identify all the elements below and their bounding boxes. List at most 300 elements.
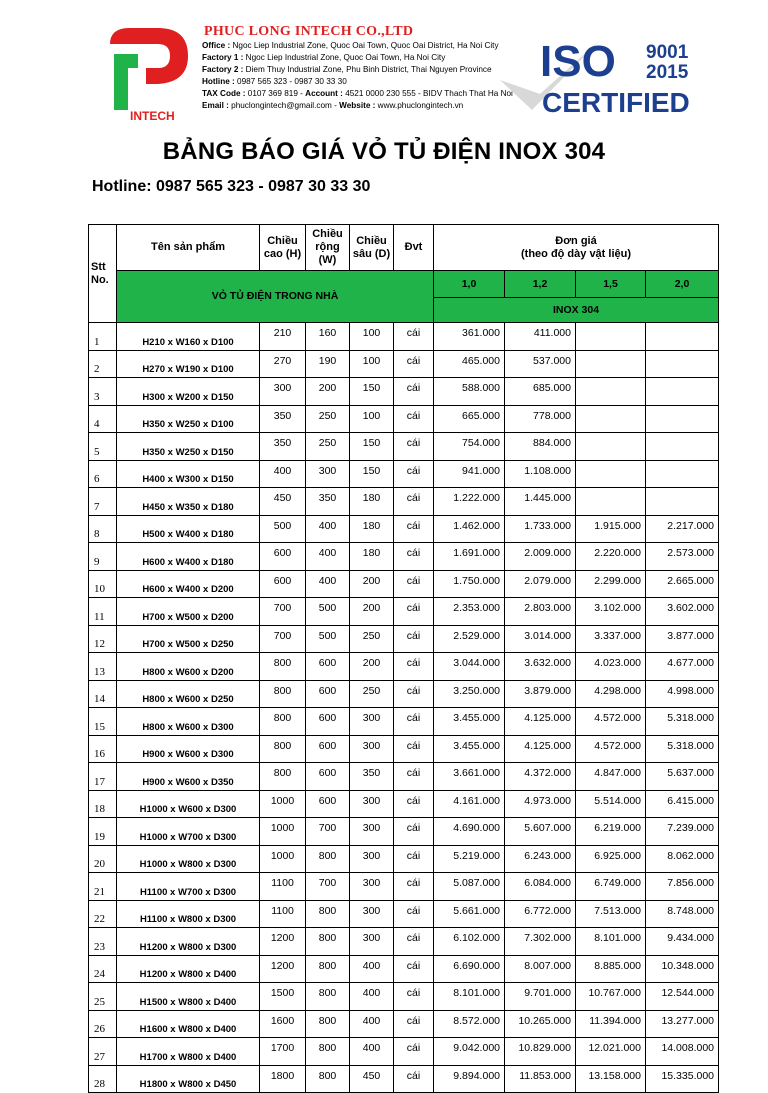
row-price-1-0: 2.529.000 [434, 625, 505, 653]
row-stt: 5 [89, 433, 117, 461]
table-row [89, 488, 719, 516]
row-height: 800 [260, 680, 306, 708]
row-unit: cái [394, 598, 434, 626]
row-stt: 3 [89, 378, 117, 406]
row-height: 1000 [260, 818, 306, 846]
row-unit: cái [394, 873, 434, 901]
row-price-1-0: 3.661.000 [434, 763, 505, 791]
row-price-1-2: 6.084.000 [505, 873, 576, 901]
row-price-2-0: 12.544.000 [646, 983, 719, 1011]
row-name: H1200 x W800 x D300 [117, 928, 260, 956]
row-price-1-5: 4.298.000 [576, 680, 646, 708]
row-unit: cái [394, 543, 434, 571]
row-height: 1000 [260, 790, 306, 818]
svg-text:9001: 9001 [646, 42, 689, 63]
table-row [89, 873, 719, 901]
row-price-1-2: 1.445.000 [505, 488, 576, 516]
row-price-1-2: 537.000 [505, 350, 576, 378]
row-name: H350 x W250 x D150 [117, 433, 260, 461]
row-name: H700 x W500 x D200 [117, 598, 260, 626]
company-logo [100, 24, 192, 124]
row-price-1-2: 3.632.000 [505, 653, 576, 681]
row-price-1-0: 1.462.000 [434, 515, 505, 543]
row-width: 600 [306, 708, 350, 736]
row-width: 700 [306, 818, 350, 846]
row-price-1-5: 4.023.000 [576, 653, 646, 681]
row-height: 210 [260, 323, 306, 351]
row-width: 500 [306, 598, 350, 626]
row-price-1-5 [576, 323, 646, 351]
row-unit: cái [394, 1010, 434, 1038]
row-name: H600 x W400 x D180 [117, 543, 260, 571]
row-name: H900 x W600 x D350 [117, 763, 260, 791]
row-height: 1800 [260, 1065, 306, 1093]
row-stt: 24 [89, 955, 117, 983]
row-unit: cái [394, 845, 434, 873]
row-price-1-5: 10.767.000 [576, 983, 646, 1011]
row-unit: cái [394, 983, 434, 1011]
row-height: 1200 [260, 928, 306, 956]
price-table [88, 224, 719, 1093]
row-unit: cái [394, 323, 434, 351]
header-width: Chiều rộng (W) [306, 225, 350, 271]
row-price-1-0: 4.161.000 [434, 790, 505, 818]
row-depth: 400 [350, 1038, 394, 1066]
row-height: 1000 [260, 845, 306, 873]
row-stt: 6 [89, 460, 117, 488]
p-logo-icon [100, 24, 192, 124]
row-unit: cái [394, 653, 434, 681]
table-row [89, 1065, 719, 1093]
row-width: 400 [306, 543, 350, 571]
row-price-1-0: 754.000 [434, 433, 505, 461]
table-row [89, 680, 719, 708]
row-price-1-2: 3.014.000 [505, 625, 576, 653]
row-width: 800 [306, 1038, 350, 1066]
row-price-2-0: 5.637.000 [646, 763, 719, 791]
row-height: 1100 [260, 900, 306, 928]
table-row [89, 433, 719, 461]
row-stt: 4 [89, 405, 117, 433]
row-stt: 15 [89, 708, 117, 736]
header-price: Đơn giá (theo độ dày vật liệu) [434, 225, 719, 271]
row-price-1-2: 10.829.000 [505, 1038, 576, 1066]
office-line: Office : Ngoc Liep Industrial Zone, Quoc Oai Town, Quoc Oai District, Ha Noi City [202, 41, 499, 50]
hotline-line: Hotline : 0987 565 323 - 0987 30 33 30 [202, 77, 347, 86]
row-price-1-2: 11.853.000 [505, 1065, 576, 1093]
page-title: BẢNG BÁO GIÁ VỎ TỦ ĐIỆN INOX 304 [162, 138, 606, 165]
row-depth: 150 [350, 433, 394, 461]
row-price-1-2: 7.302.000 [505, 928, 576, 956]
row-price-1-5 [576, 488, 646, 516]
row-price-1-2: 8.007.000 [505, 955, 576, 983]
row-depth: 400 [350, 983, 394, 1011]
row-price-2-0 [646, 460, 719, 488]
row-unit: cái [394, 625, 434, 653]
row-unit: cái [394, 515, 434, 543]
row-width: 600 [306, 680, 350, 708]
table-row [89, 460, 719, 488]
row-width: 800 [306, 845, 350, 873]
table-row [89, 955, 719, 983]
row-height: 500 [260, 515, 306, 543]
row-price-2-0 [646, 405, 719, 433]
table-row [89, 818, 719, 846]
row-name: H1800 x W800 x D450 [117, 1065, 260, 1093]
row-price-1-2: 411.000 [505, 323, 576, 351]
row-depth: 350 [350, 763, 394, 791]
row-price-1-2: 6.772.000 [505, 900, 576, 928]
table-row [89, 653, 719, 681]
row-price-1-2: 778.000 [505, 405, 576, 433]
row-price-2-0: 5.318.000 [646, 735, 719, 763]
row-width: 800 [306, 1010, 350, 1038]
row-width: 600 [306, 790, 350, 818]
row-depth: 300 [350, 873, 394, 901]
row-width: 400 [306, 515, 350, 543]
row-price-1-0: 6.690.000 [434, 955, 505, 983]
row-stt: 8 [89, 515, 117, 543]
row-depth: 100 [350, 350, 394, 378]
row-name: H300 x W200 x D150 [117, 378, 260, 406]
row-price-1-0: 5.087.000 [434, 873, 505, 901]
row-height: 1200 [260, 955, 306, 983]
row-unit: cái [394, 433, 434, 461]
row-price-2-0: 2.217.000 [646, 515, 719, 543]
row-price-2-0: 6.415.000 [646, 790, 719, 818]
row-width: 800 [306, 983, 350, 1011]
row-unit: cái [394, 405, 434, 433]
hotline: Hotline: 0987 565 323 - 0987 30 33 30 [92, 178, 371, 195]
row-price-1-0: 4.690.000 [434, 818, 505, 846]
row-height: 800 [260, 653, 306, 681]
row-price-1-5: 8.101.000 [576, 928, 646, 956]
row-price-1-0: 5.661.000 [434, 900, 505, 928]
row-stt: 12 [89, 625, 117, 653]
row-stt: 22 [89, 900, 117, 928]
row-price-1-2: 5.607.000 [505, 818, 576, 846]
row-stt: 18 [89, 790, 117, 818]
table-row [89, 515, 719, 543]
factory2-line: Factory 2 : Diem Thuy Industrial Zone, Phu Binh District, Thai Nguyen Province [202, 65, 492, 74]
row-width: 800 [306, 1065, 350, 1093]
row-unit: cái [394, 488, 434, 516]
row-price-1-0: 941.000 [434, 460, 505, 488]
row-height: 800 [260, 735, 306, 763]
row-stt: 1 [89, 323, 117, 351]
row-price-2-0 [646, 433, 719, 461]
row-price-1-2: 685.000 [505, 378, 576, 406]
row-stt: 20 [89, 845, 117, 873]
material-label: INOX 304 [434, 298, 719, 323]
row-unit: cái [394, 680, 434, 708]
row-width: 600 [306, 653, 350, 681]
row-price-1-0: 5.219.000 [434, 845, 505, 873]
row-name: H350 x W250 x D100 [117, 405, 260, 433]
row-depth: 180 [350, 488, 394, 516]
row-depth: 180 [350, 515, 394, 543]
row-depth: 300 [350, 900, 394, 928]
row-height: 300 [260, 378, 306, 406]
row-name: H1100 x W800 x D300 [117, 900, 260, 928]
thickness-4: 2,0 [646, 271, 719, 298]
row-price-1-2: 10.265.000 [505, 1010, 576, 1038]
row-depth: 450 [350, 1065, 394, 1093]
row-price-2-0 [646, 350, 719, 378]
row-price-1-2: 1.733.000 [505, 515, 576, 543]
row-price-1-5: 2.220.000 [576, 543, 646, 571]
tax-account-line: TAX Code : 0107 369 819 - Account : 4521 0000 230 555 - BIDV Thach That Ha Noi [202, 89, 513, 98]
row-price-2-0: 8.748.000 [646, 900, 719, 928]
row-price-1-0: 3.455.000 [434, 735, 505, 763]
row-stt: 14 [89, 680, 117, 708]
row-price-2-0: 2.573.000 [646, 543, 719, 571]
row-price-2-0: 5.318.000 [646, 708, 719, 736]
row-depth: 250 [350, 680, 394, 708]
row-price-2-0: 14.008.000 [646, 1038, 719, 1066]
row-stt: 10 [89, 570, 117, 598]
table-row [89, 763, 719, 791]
table-row [89, 323, 719, 351]
row-price-1-5 [576, 378, 646, 406]
row-height: 800 [260, 763, 306, 791]
row-price-2-0: 3.877.000 [646, 625, 719, 653]
row-price-1-0: 6.102.000 [434, 928, 505, 956]
iso-badge [480, 32, 705, 122]
row-stt: 13 [89, 653, 117, 681]
row-height: 1700 [260, 1038, 306, 1066]
row-height: 400 [260, 460, 306, 488]
header-depth: Chiều sâu (D) [350, 225, 394, 271]
row-height: 700 [260, 598, 306, 626]
row-price-1-0: 1.222.000 [434, 488, 505, 516]
row-depth: 300 [350, 708, 394, 736]
row-width: 350 [306, 488, 350, 516]
row-price-2-0: 3.602.000 [646, 598, 719, 626]
header-unit: Đvt [394, 225, 434, 271]
row-unit: cái [394, 1065, 434, 1093]
row-price-1-0: 3.044.000 [434, 653, 505, 681]
row-stt: 21 [89, 873, 117, 901]
row-stt: 19 [89, 818, 117, 846]
row-name: H270 x W190 x D100 [117, 350, 260, 378]
row-price-1-2: 2.079.000 [505, 570, 576, 598]
row-stt: 16 [89, 735, 117, 763]
row-price-1-0: 8.101.000 [434, 983, 505, 1011]
row-height: 1600 [260, 1010, 306, 1038]
row-price-2-0: 4.998.000 [646, 680, 719, 708]
row-width: 800 [306, 955, 350, 983]
row-stt: 23 [89, 928, 117, 956]
thickness-2: 1,2 [505, 271, 576, 298]
row-name: H210 x W160 x D100 [117, 323, 260, 351]
row-unit: cái [394, 790, 434, 818]
row-price-1-5: 4.572.000 [576, 735, 646, 763]
row-price-2-0: 2.665.000 [646, 570, 719, 598]
row-name: H1000 x W800 x D300 [117, 845, 260, 873]
row-width: 190 [306, 350, 350, 378]
row-depth: 150 [350, 378, 394, 406]
row-height: 350 [260, 433, 306, 461]
row-price-2-0: 7.239.000 [646, 818, 719, 846]
row-width: 250 [306, 433, 350, 461]
row-price-1-5 [576, 405, 646, 433]
table-row [89, 900, 719, 928]
row-price-1-5: 1.915.000 [576, 515, 646, 543]
row-price-1-2: 3.879.000 [505, 680, 576, 708]
row-stt: 2 [89, 350, 117, 378]
email-website-line: Email : phuclongintech@gmail.com - Website : www.phuclongintech.vn [202, 101, 464, 110]
row-unit: cái [394, 818, 434, 846]
row-price-2-0: 15.335.000 [646, 1065, 719, 1093]
row-depth: 200 [350, 570, 394, 598]
row-unit: cái [394, 570, 434, 598]
row-price-1-5: 8.885.000 [576, 955, 646, 983]
table-row [89, 790, 719, 818]
row-width: 700 [306, 873, 350, 901]
row-depth: 200 [350, 653, 394, 681]
row-price-1-2: 1.108.000 [505, 460, 576, 488]
row-price-1-2: 6.243.000 [505, 845, 576, 873]
row-height: 270 [260, 350, 306, 378]
row-price-1-5: 6.219.000 [576, 818, 646, 846]
row-price-1-5: 3.337.000 [576, 625, 646, 653]
row-price-1-5: 3.102.000 [576, 598, 646, 626]
table-row [89, 928, 719, 956]
row-name: H1000 x W700 x D300 [117, 818, 260, 846]
row-depth: 400 [350, 1010, 394, 1038]
svg-text:2015: 2015 [646, 62, 689, 83]
row-depth: 100 [350, 323, 394, 351]
row-name: H1600 x W800 x D400 [117, 1010, 260, 1038]
row-price-1-5: 4.847.000 [576, 763, 646, 791]
row-name: H400 x W300 x D150 [117, 460, 260, 488]
row-price-1-5: 6.925.000 [576, 845, 646, 873]
row-price-2-0: 13.277.000 [646, 1010, 719, 1038]
company-info [202, 24, 512, 112]
row-height: 350 [260, 405, 306, 433]
row-price-1-5 [576, 433, 646, 461]
row-price-1-5 [576, 350, 646, 378]
row-depth: 150 [350, 460, 394, 488]
row-price-1-5: 11.394.000 [576, 1010, 646, 1038]
thickness-1: 1,0 [434, 271, 505, 298]
row-unit: cái [394, 1038, 434, 1066]
row-price-1-5: 7.513.000 [576, 900, 646, 928]
svg-text:CERTIFIED: CERTIFIED [542, 87, 690, 118]
row-unit: cái [394, 378, 434, 406]
row-price-1-5: 5.514.000 [576, 790, 646, 818]
row-price-1-0: 465.000 [434, 350, 505, 378]
row-price-1-2: 9.701.000 [505, 983, 576, 1011]
table-row [89, 378, 719, 406]
row-name: H1100 x W700 x D300 [117, 873, 260, 901]
table-row [89, 350, 719, 378]
row-price-1-5: 4.572.000 [576, 708, 646, 736]
row-height: 1100 [260, 873, 306, 901]
svg-text:ISO: ISO [540, 37, 616, 86]
row-price-1-5 [576, 460, 646, 488]
table-row [89, 543, 719, 571]
row-price-1-0: 665.000 [434, 405, 505, 433]
row-width: 800 [306, 900, 350, 928]
row-price-1-0: 3.250.000 [434, 680, 505, 708]
header-stt: Stt No. [89, 225, 117, 323]
row-name: H800 x W600 x D250 [117, 680, 260, 708]
row-depth: 300 [350, 818, 394, 846]
row-price-1-2: 884.000 [505, 433, 576, 461]
table-row [89, 983, 719, 1011]
row-stt: 17 [89, 763, 117, 791]
company-name: PHUC LONG INTECH CO.,LTD [204, 24, 414, 39]
row-price-1-0: 1.691.000 [434, 543, 505, 571]
header-height: Chiều cao (H) [260, 225, 306, 271]
row-height: 600 [260, 543, 306, 571]
row-price-1-0: 588.000 [434, 378, 505, 406]
row-stt: 9 [89, 543, 117, 571]
row-price-1-5: 2.299.000 [576, 570, 646, 598]
row-width: 600 [306, 763, 350, 791]
row-price-1-0: 3.455.000 [434, 708, 505, 736]
row-depth: 300 [350, 928, 394, 956]
table-row [89, 1038, 719, 1066]
table-row [89, 708, 719, 736]
header-name: Tên sản phẩm [117, 225, 260, 271]
row-stt: 28 [89, 1065, 117, 1093]
row-depth: 300 [350, 735, 394, 763]
row-width: 200 [306, 378, 350, 406]
row-price-2-0 [646, 488, 719, 516]
row-unit: cái [394, 735, 434, 763]
row-unit: cái [394, 928, 434, 956]
table-row [89, 570, 719, 598]
row-stt: 11 [89, 598, 117, 626]
table-row [89, 598, 719, 626]
row-depth: 300 [350, 790, 394, 818]
row-unit: cái [394, 708, 434, 736]
row-depth: 200 [350, 598, 394, 626]
iso-certified-icon [480, 32, 705, 122]
row-width: 800 [306, 928, 350, 956]
row-price-1-0: 9.894.000 [434, 1065, 505, 1093]
row-price-1-0: 8.572.000 [434, 1010, 505, 1038]
logo-text: INTECH [130, 109, 175, 123]
table-row [89, 845, 719, 873]
row-height: 1500 [260, 983, 306, 1011]
row-width: 300 [306, 460, 350, 488]
row-unit: cái [394, 900, 434, 928]
row-price-1-5: 6.749.000 [576, 873, 646, 901]
row-height: 800 [260, 708, 306, 736]
row-stt: 25 [89, 983, 117, 1011]
row-price-2-0: 7.856.000 [646, 873, 719, 901]
table-row [89, 735, 719, 763]
row-stt: 7 [89, 488, 117, 516]
row-height: 600 [260, 570, 306, 598]
row-width: 500 [306, 625, 350, 653]
table-body [89, 323, 719, 1093]
row-depth: 250 [350, 625, 394, 653]
row-width: 600 [306, 735, 350, 763]
row-height: 700 [260, 625, 306, 653]
row-price-2-0 [646, 378, 719, 406]
row-stt: 26 [89, 1010, 117, 1038]
row-depth: 100 [350, 405, 394, 433]
row-name: H1500 x W800 x D400 [117, 983, 260, 1011]
row-unit: cái [394, 763, 434, 791]
row-price-1-5: 12.021.000 [576, 1038, 646, 1066]
row-name: H1700 x W800 x D400 [117, 1038, 260, 1066]
